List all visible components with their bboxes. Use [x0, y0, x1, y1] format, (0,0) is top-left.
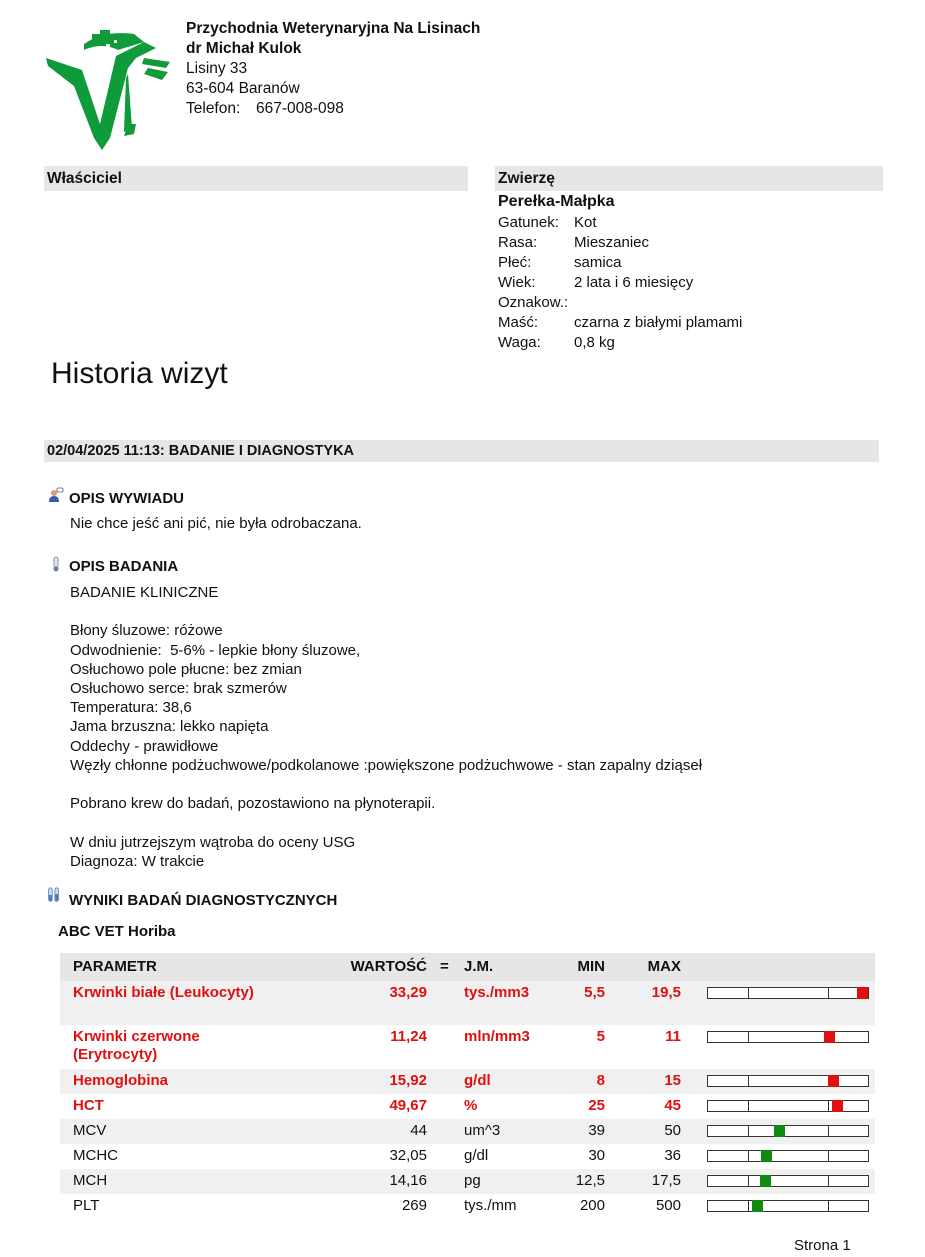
animal-field-label: Wiek: [498, 274, 536, 291]
exam-title: OPIS BADANIA [69, 558, 179, 575]
gauge-tick [748, 1032, 749, 1042]
results-body [60, 981, 875, 1219]
exam-line: Błony śluzowe: różowe [70, 622, 223, 640]
result-min: 25 [588, 1097, 605, 1114]
result-unit: g/dl [464, 1072, 491, 1089]
gauge-tick [828, 1151, 829, 1161]
gauge-marker [828, 1075, 839, 1087]
animal-field-row [498, 253, 742, 273]
animal-field-row [498, 333, 742, 353]
result-max: 45 [664, 1097, 681, 1114]
animal-field-label: Płeć: [498, 254, 532, 271]
result-param: Hemoglobina [73, 1072, 169, 1089]
result-max: 36 [664, 1147, 681, 1164]
gauge-tick [828, 988, 829, 998]
gauge-marker [824, 1031, 835, 1043]
gauge-tick [748, 1126, 749, 1136]
exam-line: Temperatura: 38,6 [70, 699, 192, 717]
test-tubes-icon [46, 887, 62, 903]
exam-line: BADANIE KLINICZNE [70, 584, 219, 601]
result-min: 39 [588, 1122, 605, 1139]
gauge-marker [774, 1125, 785, 1137]
result-unit: pg [464, 1172, 481, 1189]
exam-line [70, 602, 702, 621]
exam-line: Pobrano krew do badań, pozostawiono na płynoterapii. [70, 795, 436, 813]
gauge-tick [748, 1101, 749, 1111]
result-row [60, 1025, 875, 1069]
gauge-marker [760, 1175, 771, 1187]
col-param: PARAMETR [73, 958, 157, 975]
exam-line: Osłuchowo serce: brak szmerów [70, 680, 287, 697]
results-title: WYNIKI BADAŃ DIAGNOSTYCZNYCH [69, 892, 338, 909]
interview-text: Nie chce jeść ani pić, nie była odrobaczana. [70, 515, 362, 532]
phone-label: Telefon: [186, 100, 241, 117]
result-param: HCT [73, 1097, 104, 1114]
page-number: Strona 1 [794, 1237, 851, 1254]
gauge-tick [828, 1201, 829, 1211]
gauge-tick [748, 1176, 749, 1186]
result-unit: um^3 [464, 1122, 501, 1139]
gauge-tick [748, 988, 749, 998]
results-header-row [60, 953, 875, 981]
col-max: MAX [647, 958, 681, 975]
result-value: 44 [410, 1122, 427, 1139]
animal-field-value: 2 lata i 6 miesięcy [574, 274, 694, 291]
exam-line: Jama brzuszna: lekko napięta [70, 718, 269, 736]
clinic-phone-row [186, 99, 480, 119]
result-min: 5,5 [584, 984, 605, 1001]
exam-line: Diagnoza: W trakcie [70, 852, 205, 870]
animal-field-row [498, 233, 742, 253]
animal-field-label: Waga: [498, 334, 541, 351]
result-row [60, 1144, 875, 1169]
animal-field-label: Rasa: [498, 234, 538, 251]
result-min: 8 [596, 1072, 605, 1089]
interview-title: OPIS WYWIADU [69, 490, 184, 507]
result-max: 19,5 [651, 984, 681, 1001]
gauge-tick [748, 1151, 749, 1161]
range-gauge [707, 1075, 869, 1087]
animal-field-value: czarna z białymi plamami [574, 314, 743, 331]
result-param: MCV [73, 1122, 107, 1139]
exam-line: W dniu jutrzejszym wątroba do oceny USG [70, 833, 356, 851]
result-param: Krwinki białe (Leukocyty) [73, 984, 254, 1001]
owner-section-header: Właściciel [44, 166, 468, 191]
animal-section-header: Zwierzę [495, 166, 883, 191]
exam-line: Oddechy - prawidłowe [70, 737, 219, 755]
gauge-marker [752, 1200, 763, 1212]
range-gauge [707, 1150, 869, 1162]
result-row [60, 1194, 875, 1219]
result-param: PLT [73, 1197, 100, 1214]
result-max: 15 [664, 1072, 681, 1089]
animal-field-label: Maść: [498, 314, 539, 331]
doctor-name: dr Michał Kulok [186, 40, 302, 57]
animal-field-label: Oznakow.: [498, 294, 569, 311]
animal-field-row [498, 293, 742, 313]
range-gauge [707, 1100, 869, 1112]
person-speech-icon [48, 487, 64, 503]
gauge-marker [857, 987, 868, 999]
exam-line: Odwodnienie: 5-6% - lepkie błony śluzowe, [70, 641, 361, 659]
col-value: WARTOŚĆ [350, 958, 427, 975]
result-row [60, 1169, 875, 1194]
exam-line: Osłuchowo pole płucne: bez zmian [70, 660, 302, 678]
col-min: MIN [577, 958, 605, 975]
result-value: 11,24 [390, 1028, 427, 1045]
exam-line [70, 813, 702, 832]
result-row [60, 1119, 875, 1144]
phone-number: 667-008-098 [256, 100, 344, 117]
result-value: 14,16 [389, 1172, 427, 1189]
gauge-tick [748, 1076, 749, 1086]
result-min: 12,5 [575, 1172, 605, 1189]
animal-field-value: Kot [574, 214, 597, 231]
result-param: MCHC [73, 1147, 118, 1164]
result-unit: tys./mm [464, 1197, 517, 1214]
exam-line: Węzły chłonne podżuchwowe/podkolanowe :powiększone podżuchwowe - stan zapalny dziąseł [70, 756, 703, 774]
animal-field-value: samica [574, 254, 622, 271]
thermometer-icon [48, 556, 64, 572]
result-row [60, 1069, 875, 1094]
col-eq: = [440, 958, 449, 975]
animal-fields [498, 213, 742, 353]
range-gauge [707, 987, 869, 999]
result-unit: tys./mm3 [464, 984, 530, 1001]
result-max: 50 [664, 1122, 681, 1139]
animal-field-row [498, 273, 742, 293]
clinic-city: 63-604 Baranów [186, 80, 300, 97]
result-value: 15,92 [389, 1072, 427, 1089]
result-value: 49,67 [389, 1097, 427, 1114]
result-param: MCH [73, 1172, 108, 1189]
col-unit: J.M. [464, 958, 494, 975]
result-value: 269 [401, 1197, 427, 1214]
range-gauge [707, 1175, 869, 1187]
visit-header: 02/04/2025 11:13: BADANIE I DIAGNOSTYKA [44, 440, 879, 462]
gauge-tick [828, 1101, 829, 1111]
animal-name: Perełka-Małpka [498, 193, 615, 210]
animal-field-row [498, 213, 742, 233]
result-min: 30 [588, 1147, 605, 1164]
clinic-info [186, 19, 480, 119]
animal-field-row [498, 313, 742, 333]
result-min: 5 [596, 1028, 605, 1045]
animal-field-value: 0,8 kg [574, 334, 615, 351]
gauge-tick [828, 1176, 829, 1186]
result-unit: % [464, 1097, 478, 1114]
result-max: 17,5 [651, 1172, 681, 1189]
gauge-tick [828, 1126, 829, 1136]
gauge-tick [748, 1201, 749, 1211]
range-gauge [707, 1031, 869, 1043]
result-row [60, 981, 875, 1025]
analyzer-name: ABC VET Horiba [58, 923, 176, 940]
page-title: Historia wizyt [51, 357, 228, 390]
result-unit: g/dl [464, 1147, 489, 1164]
result-max: 11 [665, 1028, 681, 1045]
result-value: 33,29 [389, 984, 427, 1001]
gauge-marker [832, 1100, 843, 1112]
results-table [60, 953, 875, 1219]
clinic-street: Lisiny 33 [186, 60, 248, 77]
animal-field-label: Gatunek: [498, 214, 559, 231]
range-gauge [707, 1125, 869, 1137]
result-unit: mln/mm3 [464, 1028, 530, 1045]
clinic-logo-icon [44, 28, 172, 152]
clinic-name: Przychodnia Weterynaryjna Na Lisinach [186, 20, 481, 37]
result-value: 32,05 [389, 1147, 427, 1164]
range-gauge [707, 1200, 869, 1212]
gauge-marker [761, 1150, 772, 1162]
result-max: 500 [655, 1197, 681, 1214]
result-min: 200 [579, 1197, 605, 1214]
animal-field-value: Mieszaniec [574, 234, 650, 251]
result-row [60, 1094, 875, 1119]
exam-line [70, 775, 702, 794]
exam-text [70, 583, 702, 871]
result-param: Krwinki czerwone (Erytrocyty) [73, 1028, 200, 1063]
